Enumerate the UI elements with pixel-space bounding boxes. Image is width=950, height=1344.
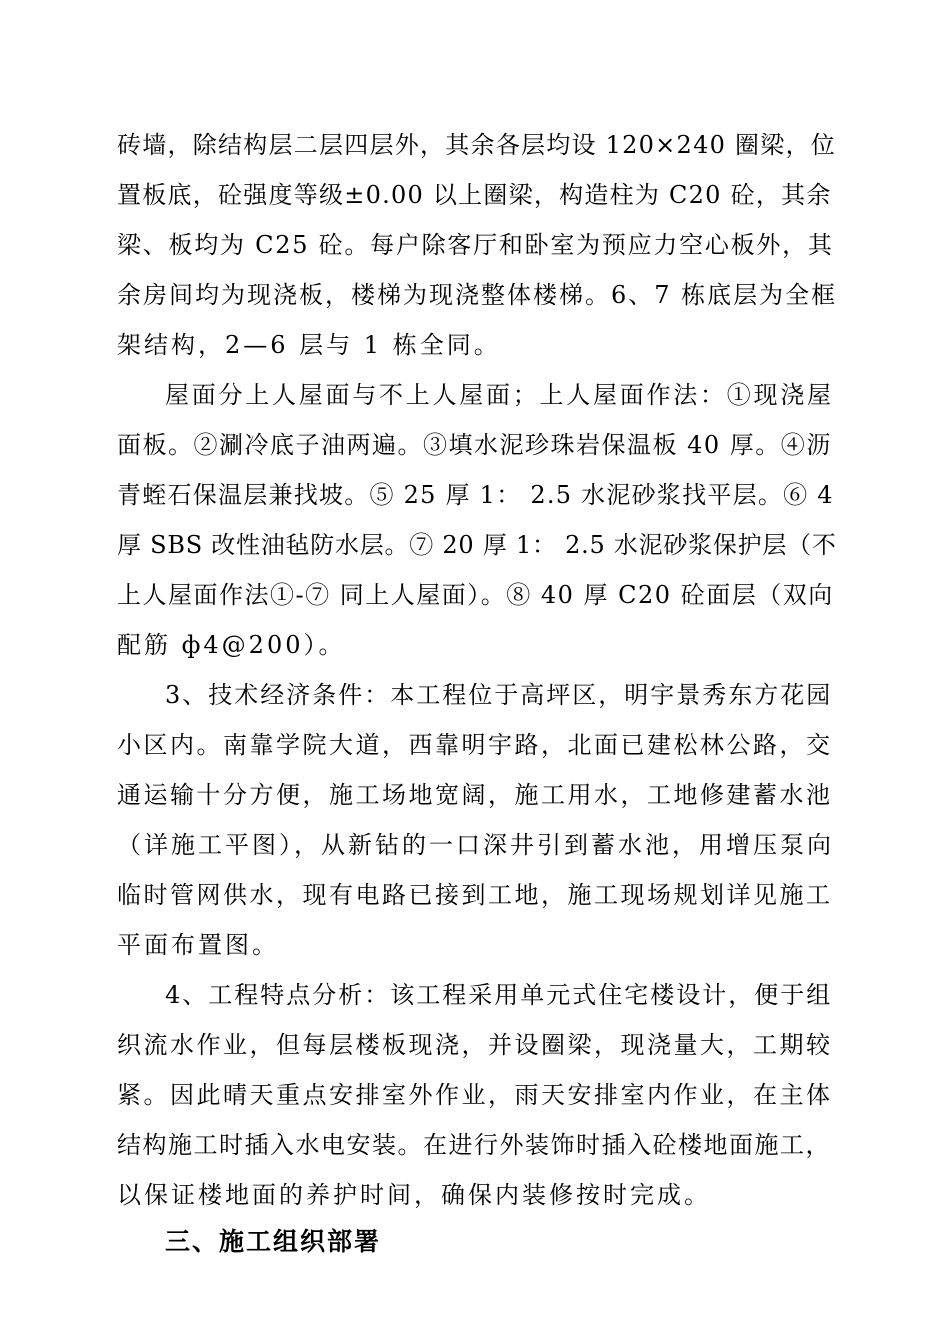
text-line: 厚 SBS 改性油毡防水层。⑦ 20 厚 1： 2.5 水泥砂浆保护层（不 <box>117 531 837 559</box>
text-line: 临时管网供水，现有电路已接到工地，施工现场规划详见施工 <box>117 881 833 909</box>
text-line: 余房间均为现浇板，楼梯为现浇整体楼梯。6、7 栋底层为全框 <box>117 281 838 309</box>
text-line: （详施工平图），从新钻的一口深井引到蓄水池，用增压泵向 <box>117 831 834 859</box>
text-line: 青蛭石保温层兼找坡。⑤ 25 厚 1： 2.5 水泥砂浆找平层。⑥ 4 <box>117 481 834 509</box>
text-line: 架结构，2—6 层与 1 栋全同。 <box>117 331 501 359</box>
text-line: 置板底，砼强度等级±0.00 以上圈梁，构造柱为 C20 砼，其余 <box>117 181 832 209</box>
paragraph-conditions-first-line: 3、技术经济条件：本工程位于高坪区，明宇景秀东方花园 <box>165 681 833 709</box>
text-line: 砖墙，除结构层二层四层外，其余各层均设 120×240 圈梁，位 <box>117 131 836 159</box>
text-line: 织流水作业，但每层楼板现浇，并设圈梁，现浇量大，工期较 <box>117 1031 833 1059</box>
text-line: 上人屋面作法①-⑦ 同上人屋面）。⑧ 40 厚 C20 砼面层（双向 <box>117 581 834 609</box>
text-line: 通运输十分方便，施工场地宽阔，施工用水，工地修建蓄水池 <box>117 781 833 809</box>
text-line: 小区内。南靠学院大道，西靠明宇路，北面已建松林公路，交 <box>117 731 833 759</box>
section-heading: 三、施工组织部署 <box>165 1227 382 1256</box>
text-line: 结构施工时插入水电安装。在进行外装饰时插入砼楼地面施工， <box>117 1131 831 1159</box>
text-line: 紧。因此晴天重点安排室外作业，雨天安排室内作业，在主体 <box>117 1081 833 1109</box>
paragraph-roof-first-line: 屋面分上人屋面与不上人屋面；上人屋面作法：①现浇屋 <box>165 381 834 409</box>
text-line: 配筋 ф4@200）。 <box>117 631 346 659</box>
paragraph-features-first-line: 4、工程特点分析：该工程采用单元式住宅楼设计，便于组 <box>165 981 833 1009</box>
text-line: 平面布置图。 <box>117 931 279 959</box>
text-line: 面板。②涮冷底子油两遍。③填水泥珍珠岩保温板 40 厚。④沥 <box>117 431 832 459</box>
text-line: 以保证楼地面的养护时间，确保内装修按时完成。 <box>117 1181 711 1209</box>
text-line: 梁、板均为 C25 砼。每户除客厅和卧室为预应力空心板外，其 <box>117 231 834 259</box>
